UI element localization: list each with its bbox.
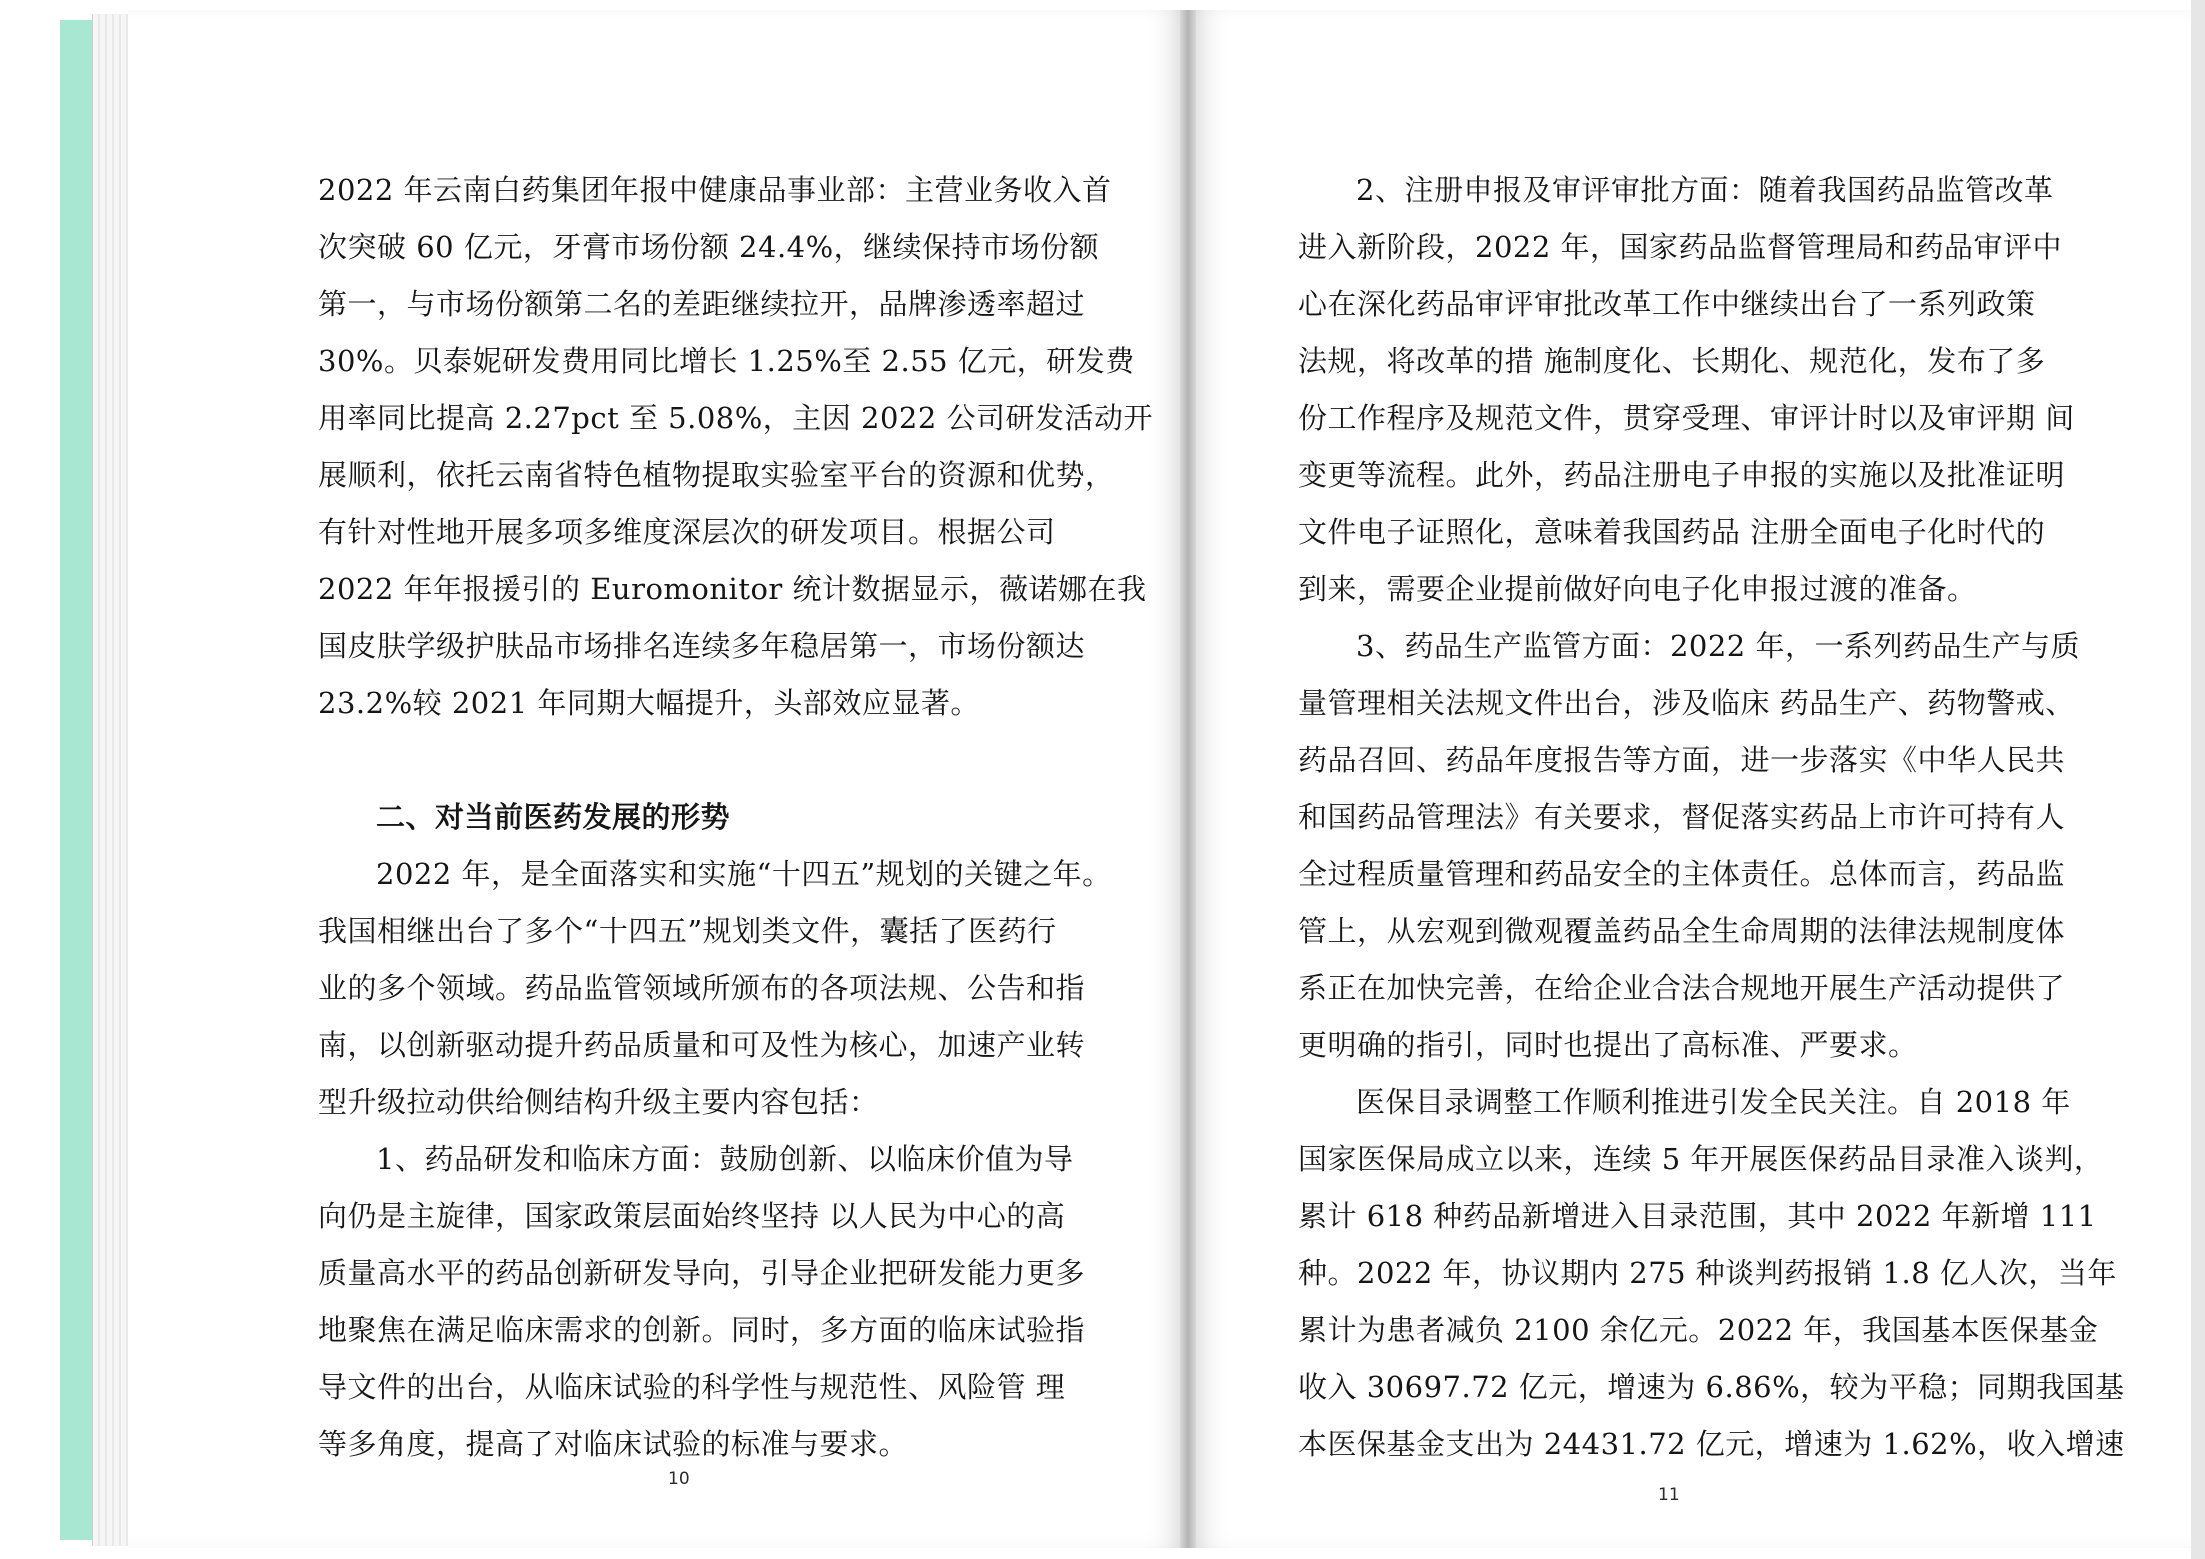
- scan-border: [2191, 0, 2205, 1559]
- text-line: 3、药品生产监管方面：2022 年，一系列药品生产与质: [1356, 629, 2080, 663]
- section-heading: 二、对当前医药发展的形势: [376, 800, 731, 834]
- text-line: 心在深化药品审评审批改革工作中继续出台了一系列政策: [1298, 287, 2036, 321]
- text-line: 用率同比提高 2.27pct 至 5.08%，主因 2022 公司研发活动开: [318, 401, 1154, 435]
- text-line: 全过程质量管理和药品安全的主体责任。总体而言，药品监: [1298, 857, 2066, 891]
- text-line: 业的多个领域。药品监管领域所颁布的各项法规、公告和指: [318, 971, 1086, 1005]
- text-line: 展顺利，依托云南省特色植物提取实验室平台的资源和优势，: [318, 458, 1115, 492]
- text-line: 收入 30697.72 亿元，增速为 6.86%，较为平稳；同期我国基: [1298, 1370, 2125, 1404]
- left-page-text: [318, 162, 1154, 1473]
- page-number: 10: [668, 1469, 690, 1489]
- text-line: 量管理相关法规文件出台，涉及临床 药品生产、药物警戒、: [1298, 686, 2075, 720]
- text-line: 到来，需要企业提前做好向电子化申报过渡的准备。: [1298, 572, 1977, 606]
- text-line: 医保目录调整工作顺利推进引发全民关注。自 2018 年: [1356, 1085, 2071, 1119]
- text-line: 国家医保局成立以来，连续 5 年开展医保药品目录准入谈判，: [1298, 1142, 2104, 1176]
- text-line: 文件电子证照化，意味着我国药品 注册全面电子化时代的: [1298, 515, 2046, 549]
- text-line: 和国药品管理法》有关要求，督促落实药品上市许可持有人: [1298, 800, 2066, 834]
- text-line: 地聚焦在满足临床需求的创新。同时，多方面的临床试验指: [318, 1313, 1086, 1347]
- text-line: 1、药品研发和临床方面：鼓励创新、以临床价值为导: [376, 1142, 1074, 1176]
- text-line: 变更等流程。此外，药品注册电子申报的实施以及批准证明: [1298, 458, 2066, 492]
- text-line: 2022 年云南白药集团年报中健康品事业部：主营业务收入首: [318, 173, 1112, 207]
- text-line: 型升级拉动供给侧结构升级主要内容包括：: [318, 1085, 879, 1119]
- text-line: 质量高水平的药品创新研发导向，引导企业把研发能力更多: [318, 1256, 1086, 1290]
- text-line: 更明确的指引，同时也提出了高标准、严要求。: [1298, 1028, 1918, 1062]
- text-line: 份工作程序及规范文件，贯穿受理、审评计时以及审评期 间: [1298, 401, 2075, 435]
- text-line: 导文件的出台，从临床试验的科学性与规范性、风险管 理: [318, 1370, 1066, 1404]
- text-line: 系正在加快完善，在给企业合法合规地开展生产活动提供了: [1298, 971, 2066, 1005]
- blank-line: [318, 732, 1093, 789]
- text-line: 进入新阶段，2022 年，国家药品监督管理局和药品审评中: [1298, 230, 2063, 264]
- text-line: 等多角度，提高了对临床试验的标准与要求。: [318, 1427, 909, 1461]
- text-line: 南，以创新驱动提升药品质量和可及性为核心，加速产业转: [318, 1028, 1086, 1062]
- right-page-text: [1298, 162, 2125, 1473]
- text-line: 有针对性地开展多项多维度深层次的研发项目。根据公司: [318, 515, 1056, 549]
- text-line: 累计 618 种药品新增进入目录范围，其中 2022 年新增 111: [1298, 1199, 2097, 1233]
- text-line: 30%。贝泰妮研发费用同比增长 1.25%至 2.55 亿元，研发费: [318, 344, 1135, 378]
- text-line: 2022 年，是全面落实和实施“十四五”规划的关键之年。: [376, 857, 1112, 891]
- text-line: 第一，与市场份额第二名的差距继续拉开，品牌渗透率超过: [318, 287, 1086, 321]
- text-line: 2022 年年报援引的 Euromonitor 统计数据显示，薇诺娜在我: [318, 572, 1147, 606]
- text-line: 向仍是主旋律，国家政策层面始终坚持 以人民为中心的高: [318, 1199, 1066, 1233]
- book-gutter: [1180, 10, 1196, 1548]
- text-line: 次突破 60 亿元，牙膏市场份额 24.4%，继续保持市场份额: [318, 230, 1100, 264]
- text-line: 累计为患者减负 2100 余亿元。2022 年，我国基本医保基金: [1298, 1313, 2099, 1347]
- text-line: 我国相继出台了多个“十四五”规划类文件，囊括了医药行: [318, 914, 1057, 948]
- text-line: 种。2022 年，协议期内 275 种谈判药报销 1.8 亿人次，当年: [1298, 1256, 2117, 1290]
- page-number: 11: [1658, 1485, 1680, 1505]
- text-line: 法规，将改革的措 施制度化、长期化、规范化，发布了多: [1298, 344, 2046, 378]
- text-line: 2、注册申报及审评审批方面：随着我国药品监管改革: [1356, 173, 2054, 207]
- text-line: 管上，从宏观到微观覆盖药品全生命周期的法律法规制度体: [1298, 914, 2066, 948]
- text-line: 本医保基金支出为 24431.72 亿元，增速为 1.62%，收入增速: [1298, 1427, 2125, 1461]
- text-line: 国皮肤学级护肤品市场排名连续多年稳居第一，市场份额达: [318, 629, 1086, 663]
- text-line: 药品召回、药品年度报告等方面，进一步落实《中华人民共: [1298, 743, 2066, 777]
- text-line: 23.2%较 2021 年同期大幅提升，头部效应显著。: [318, 686, 980, 720]
